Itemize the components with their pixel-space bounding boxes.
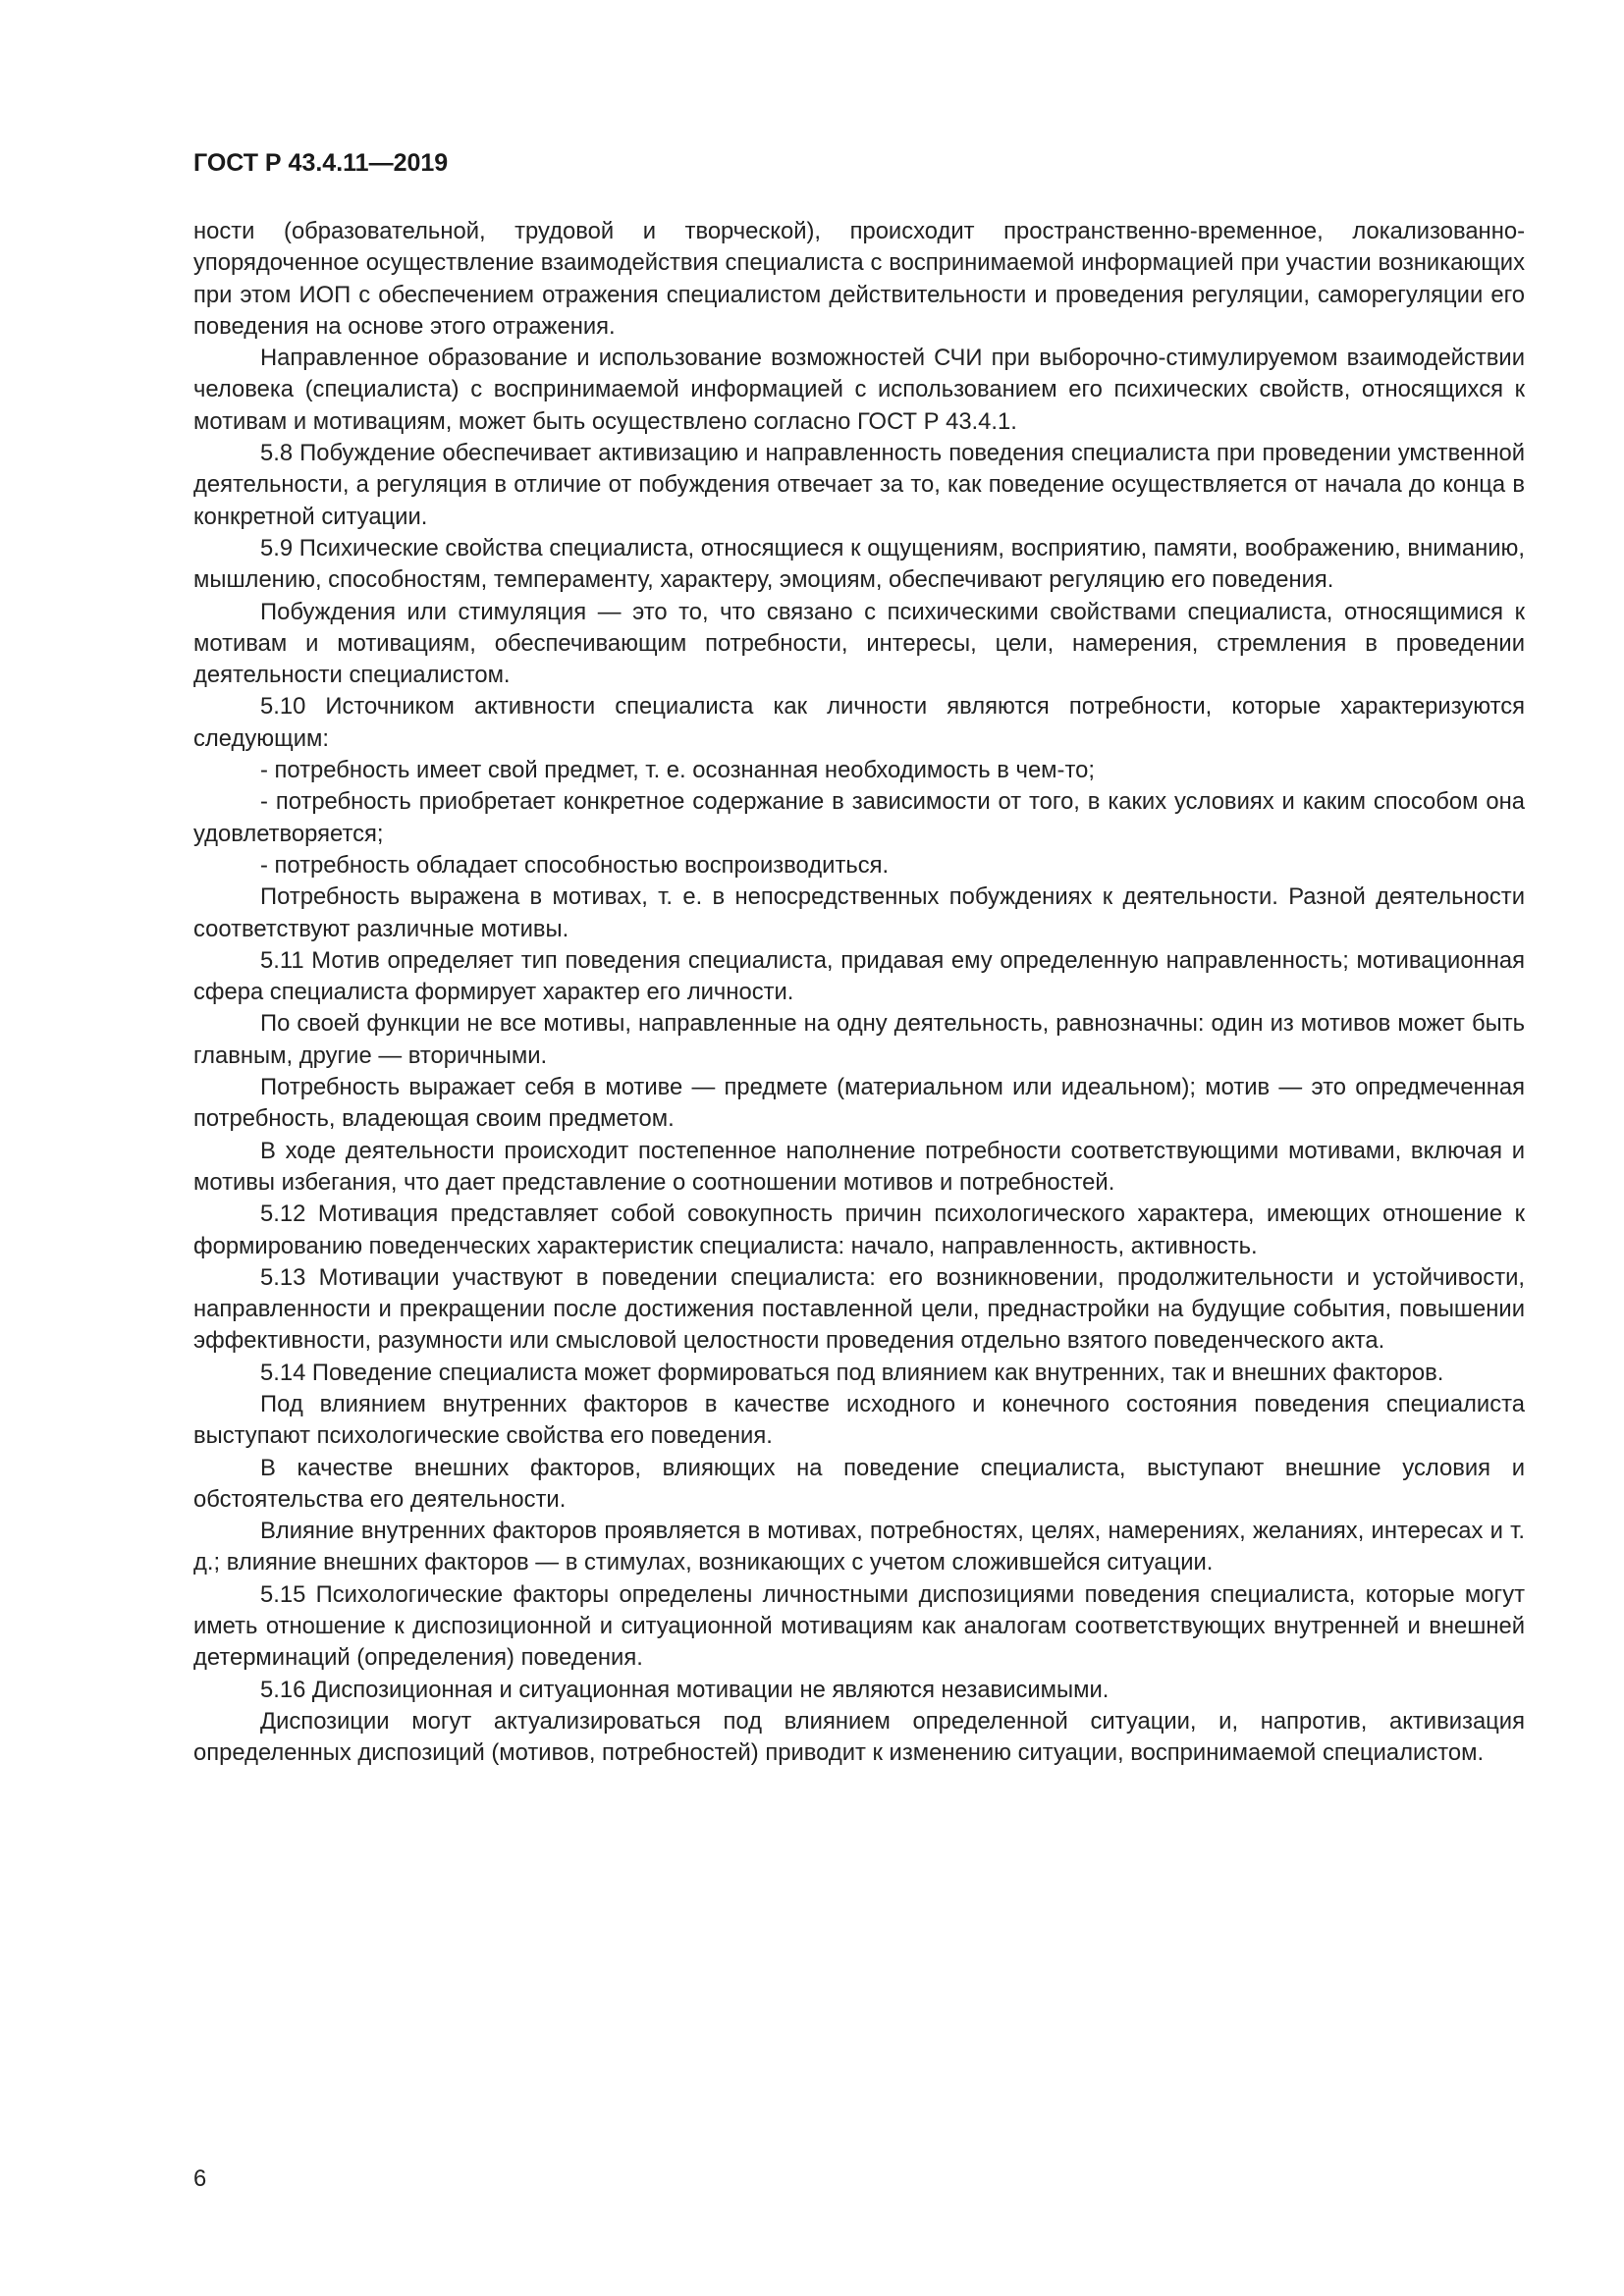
document-page xyxy=(193,147,1525,1770)
paragraph: Под влиянием внутренних факторов в качестве исходного и конечного состояния поведения специалиста выступают психологические свойства его поведения. xyxy=(193,1390,1525,1450)
paragraph: Направленное образование и использование возможностей СЧИ при выборочно-стимулируемом взаимодействии человека (специалиста) с воспринимаемой информацией с использованием его психических свойств, относящихся к мотивам и мотивациям, может быть осуществлено согласно ГОСТ Р 43.4.1. xyxy=(193,345,1525,435)
paragraph: ности (образовательной, трудовой и творческой), происходит пространственно-временное, локализованно-упорядоченное осуществление взаимодействия специалиста с воспринимаемой информацией при участии возникающих при этом ИОП с обеспечением отражения специалистом действительности и проведения регуляции, саморегуляции его поведения на основе этого отражения. xyxy=(193,218,1525,340)
paragraph: 5.15 Психологические факторы определены личностными диспозициями поведения специалиста, которые могут иметь отношение к диспозиционной и ситуационной мотивациям как аналогам соответствующих внутренней и внешней детерминаций (определения) поведения. xyxy=(193,1580,1525,1672)
paragraph: 5.11 Мотив определяет тип поведения специалиста, придавая ему определенную направленность; мотивационная сфера специалиста формирует характер его личности. xyxy=(193,946,1525,1006)
paragraph: Потребность выражена в мотивах, т. е. в непосредственных побуждениях к деятельности. Разной деятельности соответствуют различные мотивы. xyxy=(193,883,1525,942)
paragraph: 5.14 Поведение специалиста может формироваться под влиянием как внутренних, так и внешних факторов. xyxy=(260,1359,1444,1386)
paragraph: Влияние внутренних факторов проявляется в мотивах, потребностях, целях, намерениях, желаниях, интересах и т. д.; влияние внешних факторов — в стимулах, возникающих с учетом сложившейся ситуации. xyxy=(193,1518,1525,1576)
paragraph: 5.16 Диспозиционная и ситуационная мотивации не являются независимыми. xyxy=(260,1676,1110,1703)
paragraph: 5.13 Мотивации участвуют в поведении специалиста: его возникновении, продолжительности и устойчивости, направленности и прекращении после достижения поставленной цели, преднастройки на будущие события, повышении эффективности, разумности или смысловой целостности проведения отдельно взятого поведенческого акта. xyxy=(193,1263,1525,1355)
paragraph: По своей функции не все мотивы, направленные на одну деятельность, равнозначны: один из мотивов может быть главным, другие — вторичными. xyxy=(193,1010,1525,1069)
paragraph: - потребность обладает способностью воспроизводиться. xyxy=(260,851,890,879)
paragraph: - потребность приобретает конкретное содержание в зависимости от того, в каких условиях и каким способом она удовлетворяется; xyxy=(193,788,1525,847)
paragraph: 5.9 Психические свойства специалиста, относящиеся к ощущениям, восприятию, памяти, воображению, вниманию, мышлению, способностям, темпераменту, характеру, эмоциям, обеспечивают регуляцию его поведения. xyxy=(193,534,1525,594)
paragraph: - потребность имеет свой предмет, т. е. осознанная необходимость в чем-то; xyxy=(260,757,1095,784)
page-number: 6 xyxy=(193,2165,207,2192)
paragraph: Побуждения или стимуляция — это то, что связано с психическими свойствами специалиста, относящимися к мотивам и мотивациям, обеспечивающим потребности, интересы, цели, намерения, стремления в проведении деятельности специалистом. xyxy=(193,598,1525,689)
document-body xyxy=(193,216,1525,1770)
document-header: ГОСТ Р 43.4.11—2019 xyxy=(193,149,449,177)
paragraph: Потребность выражает себя в мотиве — предмете (материальном или идеальном); мотив — это опредмеченная потребность, владеющая своим предметом. xyxy=(193,1074,1525,1133)
paragraph: 5.8 Побуждение обеспечивает активизацию и направленность поведения специалиста при проведении умственной деятельности, а регуляция в отличие от побуждения отвечает за то, как поведение осуществляется от начала до конца в конкретной ситуации. xyxy=(193,440,1525,530)
paragraph: 5.10 Источником активности специалиста как личности являются потребности, которые характеризуются следующим: xyxy=(193,693,1525,752)
paragraph: В качестве внешних факторов, влияющих на поведение специалиста, выступают внешние условия и обстоятельства его деятельности. xyxy=(193,1454,1525,1513)
paragraph: Диспозиции могут актуализироваться под влиянием определенной ситуации, и, напротив, активизация определенных диспозиций (мотивов, потребностей) приводит к изменению ситуации, воспринимаемой специалистом. xyxy=(193,1707,1525,1767)
paragraph: В ходе деятельности происходит постепенное наполнение потребности соответствующими мотивами, включая и мотивы избегания, что дает представление о соотношении мотивов и потребностей. xyxy=(193,1137,1525,1196)
paragraph: 5.12 Мотивация представляет собой совокупность причин психологического характера, имеющих отношение к формированию поведенческих характеристик специалиста: начало, направленность, активность. xyxy=(193,1201,1525,1259)
